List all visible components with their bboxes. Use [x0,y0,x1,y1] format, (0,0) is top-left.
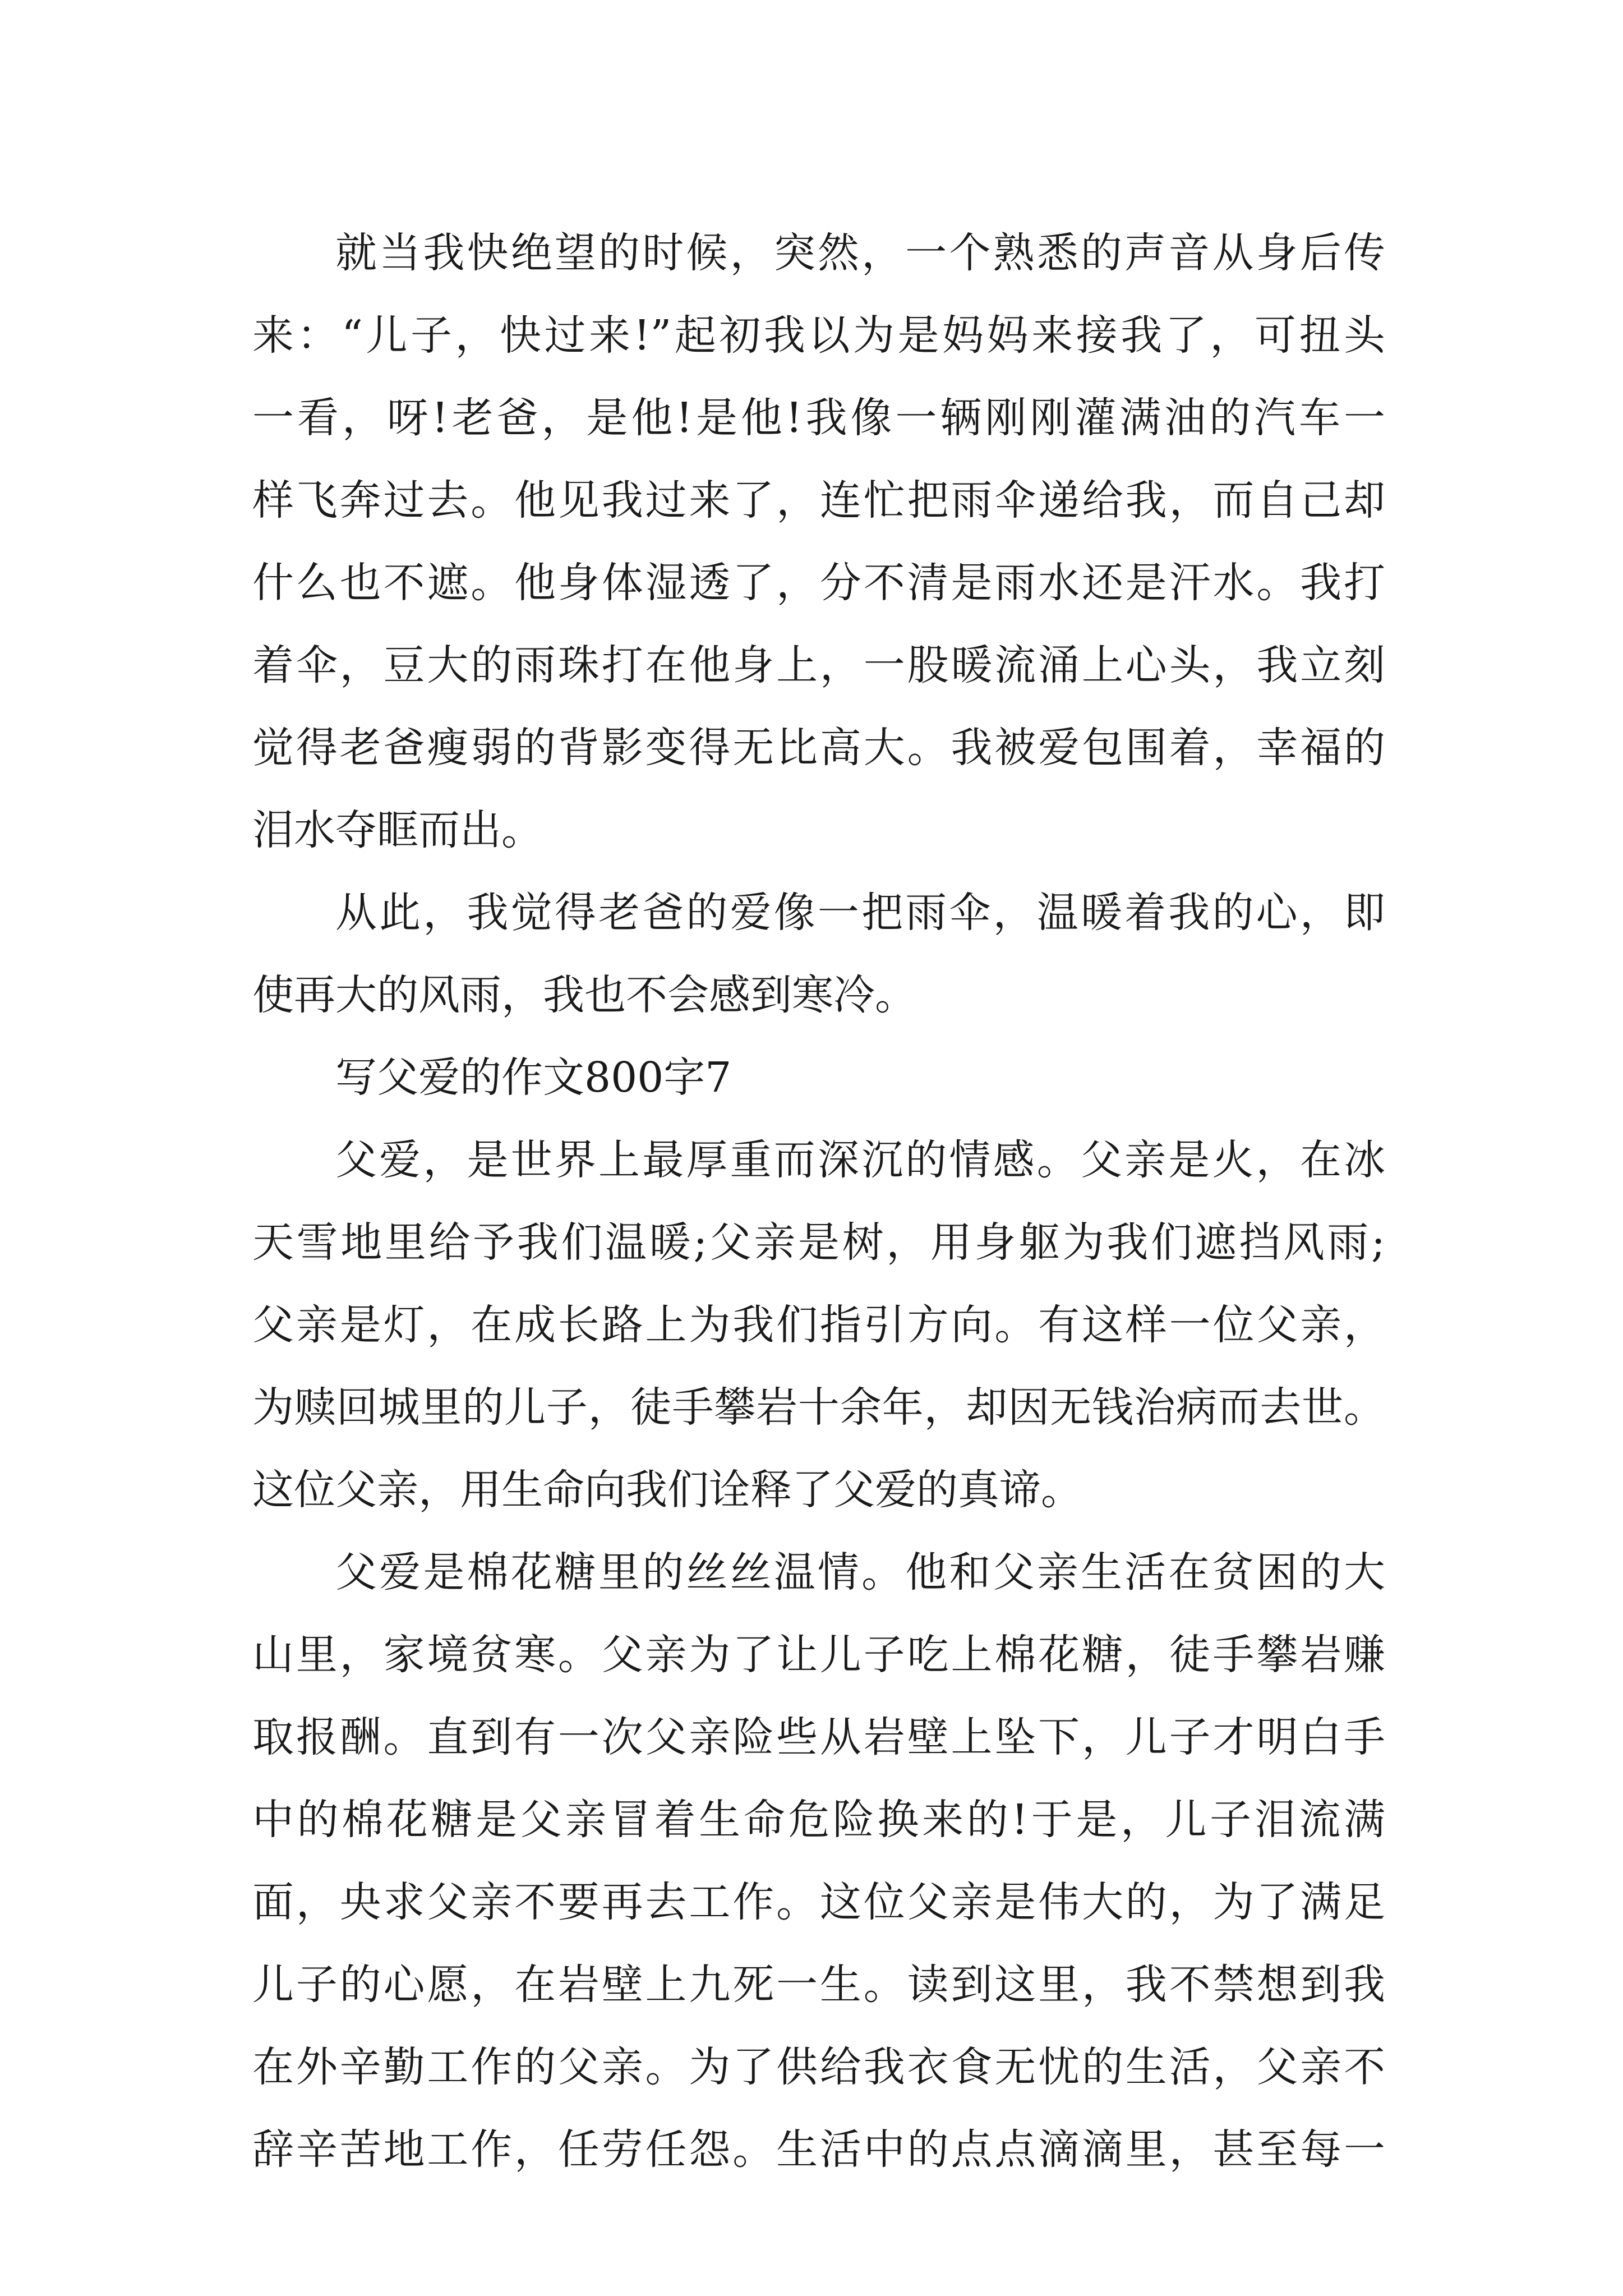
paragraph-line: 就当我快绝望的时候，突然，一个熟悉的声音从身后传 [335,229,1385,277]
paragraph-line: 泪水夺眶而出。 [252,806,543,854]
paragraph-line: 父爱是棉花糖里的丝丝温情。他和父亲生活在贫困的大 [335,1548,1385,1596]
section-heading: 写父爱的作文800字7 [335,1053,732,1102]
paragraph-line: 在外辛勤工作的父亲。为了供给我衣食无忧的生活，父亲不 [252,2043,1385,2091]
paragraph-line: 使再大的风雨，我也不会感到寒冷。 [252,971,916,1019]
paragraph-line: 辞辛苦地工作，任劳任怨。生活中的点点滴滴里，甚至每一 [252,2125,1385,2174]
paragraph-line: 这位父亲，用生命向我们诠释了父爱的真谛。 [252,1466,1082,1514]
paragraph-line: 中的棉花糖是父亲冒着生命危险换来的!于是，儿子泪流满 [252,1796,1385,1844]
paragraph-line: 面，央求父亲不要再去工作。这位父亲是伟大的，为了满足 [252,1878,1385,1926]
paragraph-line: 天雪地里给予我们温暖;父亲是树，用身躯为我们遮挡风雨; [252,1218,1385,1267]
body-text [252,212,1385,2191]
paragraph-line: 什么也不遮。他身体湿透了，分不清是雨水还是汗水。我打 [252,559,1385,607]
paragraph-line: 一看，呀!老爸，是他!是他!我像一辆刚刚灌满油的汽车一 [252,394,1385,442]
paragraph-line: 着伞，豆大的雨珠打在他身上，一股暖流涌上心头，我立刻 [252,641,1385,689]
paragraph-line: 为赎回城里的儿子，徒手攀岩十余年，却因无钱治病而去世。 [252,1383,1385,1432]
paragraph-line: 山里，家境贫寒。父亲为了让儿子吃上棉花糖，徒手攀岩赚 [252,1631,1385,1679]
paragraph-line: 父爱，是世界上最厚重而深沉的情感。父亲是火，在冰 [335,1136,1385,1184]
paragraph-line: 父亲是灯，在成长路上为我们指引方向。有这样一位父亲， [252,1301,1385,1349]
paragraph-line: 从此，我觉得老爸的爱像一把雨伞，温暖着我的心，即 [335,889,1385,937]
paragraph-line: 来：“儿子，快过来!”起初我以为是妈妈来接我了，可扭头 [252,311,1385,360]
paragraph-line: 样飞奔过去。他见我过来了，连忙把雨伞递给我，而自己却 [252,476,1385,524]
paragraph-line: 觉得老爸瘦弱的背影变得无比高大。我被爱包围着，幸福的 [252,724,1385,772]
paragraph-line: 儿子的心愿，在岩壁上九死一生。读到这里，我不禁想到我 [252,1961,1385,2009]
paragraph-line: 取报酬。直到有一次父亲险些从岩壁上坠下，儿子才明白手 [252,1713,1385,1761]
